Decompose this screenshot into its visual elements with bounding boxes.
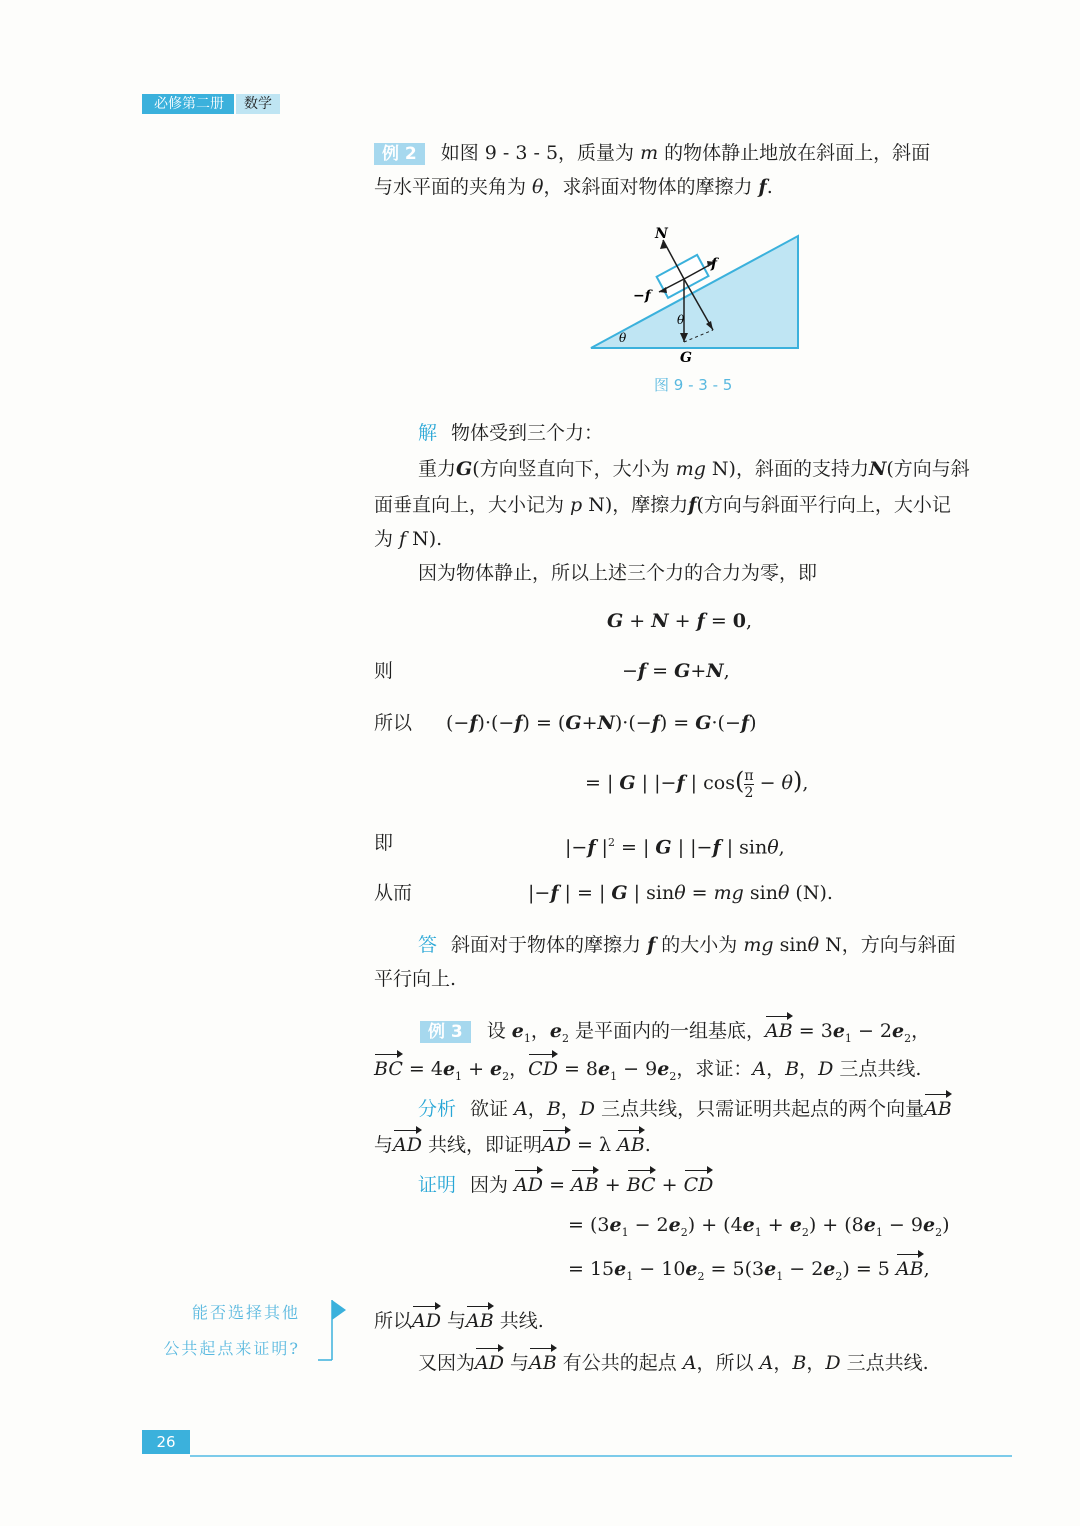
analysis-line1: 分析 欲证 A，B，D 三点共线，只需证明共起点的两个向量AB: [418, 1092, 952, 1126]
book-label: 必修第二册: [142, 94, 234, 114]
label-neg-f: −f: [633, 288, 651, 304]
label-G: G: [680, 350, 692, 366]
running-header: [142, 94, 280, 114]
label-theta-base: θ: [619, 331, 627, 345]
solution-line3: 为 f N).: [374, 528, 443, 550]
solution-line2: 面垂直向上，大小记为 p N)，摩擦力f(方向与斜面平行向上，大小记: [374, 494, 951, 516]
equation-6: |−f | = | G | sinθ = mg sinθ (N).: [528, 882, 833, 904]
label-ie: 即: [374, 832, 394, 854]
proof-line2: = $(3e_1 - 2e_2) + (4e_1 + e_2) + (8e_1 - 9e_2)$: [568, 1214, 950, 1239]
example2-line1: 例 2 如图 9 - 3 - 5，质量为 m 的物体静止地放在斜面上，斜面: [374, 136, 930, 170]
equation-1: G + N + f = 0,: [607, 610, 753, 632]
example3-line1: 例 3 设 $e_1$，$e_2$ 是平面内的一组基底，AB = $3e_1 - 2e_2$，: [420, 1014, 930, 1056]
label-theta-inner: θ: [677, 313, 685, 327]
label-so: 所以: [374, 712, 413, 734]
side-note-line1: 能否选择其他: [191, 1303, 300, 1322]
label-f: f: [711, 256, 718, 272]
label-N: N: [655, 226, 668, 242]
proof-line4: 所以AD 与AB 共线.: [374, 1304, 544, 1338]
label-then: 则: [374, 660, 394, 682]
page-number: 26: [142, 1430, 190, 1454]
answer-line2: 平行向上.: [374, 968, 457, 990]
example2-tag: 例 2: [374, 143, 425, 165]
example3-tag: 例 3: [420, 1021, 471, 1043]
solution-intro: 解 物体受到三个力：: [418, 422, 604, 444]
example3-line2: BC = $4e_1 + e_2$，CD = $8e_1 - 9e_2$，求证：A，B，D 三点共线.: [374, 1052, 921, 1094]
analysis-line2: 与AD 共线，即证明AD = λ AB.: [374, 1128, 651, 1162]
equation-5: |−f $|^2$ = | G | |−f | sinθ,: [565, 836, 785, 859]
proof-line5: 又因为AD 与AB 有公共的起点 A，所以 A，B，D 三点共线.: [418, 1346, 929, 1380]
solution-line1: 重力G(方向竖直向下，大小为 mg N)，斜面的支持力N(方向与斜: [418, 458, 970, 480]
proof-tag: 证明: [418, 1174, 457, 1196]
answer-tag: 答: [418, 934, 438, 956]
footer-rule: [190, 1455, 1012, 1457]
proof-line1: 证明 因为 AD = AB + BC + CD: [418, 1168, 713, 1202]
solution-line4: 因为物体静止，所以上述三个力的合力为零，即: [418, 562, 818, 584]
subject-label: 数学: [236, 94, 280, 114]
equation-3: (−f)·(−f) = (G+N)·(−f) = G·(−f): [446, 712, 757, 734]
answer-line1: 答 斜面对于物体的摩擦力 f 的大小为 mg sinθ N，方向与斜面: [418, 934, 956, 956]
incline-diagram: [585, 220, 810, 370]
figure-caption: 图 9 - 3 - 5: [654, 376, 733, 394]
equation-4: = | G | |−f | cos( $\frac{\pi}{2}$ − θ),: [585, 767, 809, 801]
example2-line2: 与水平面的夹角为 θ，求斜面对物体的摩擦力 f.: [374, 176, 773, 198]
analysis-tag: 分析: [418, 1098, 457, 1120]
label-thus: 从而: [374, 882, 413, 904]
side-note-line2: 公共起点来证明?: [163, 1339, 300, 1358]
equation-2: −f = G+N,: [622, 660, 730, 682]
proof-line3: = $15e_1 - 10e_2 = 5(3e_1 - 2e_2) = 5$ AB,: [568, 1252, 930, 1294]
solution-tag: 解: [418, 422, 438, 444]
side-note-bracket: [314, 1298, 354, 1366]
